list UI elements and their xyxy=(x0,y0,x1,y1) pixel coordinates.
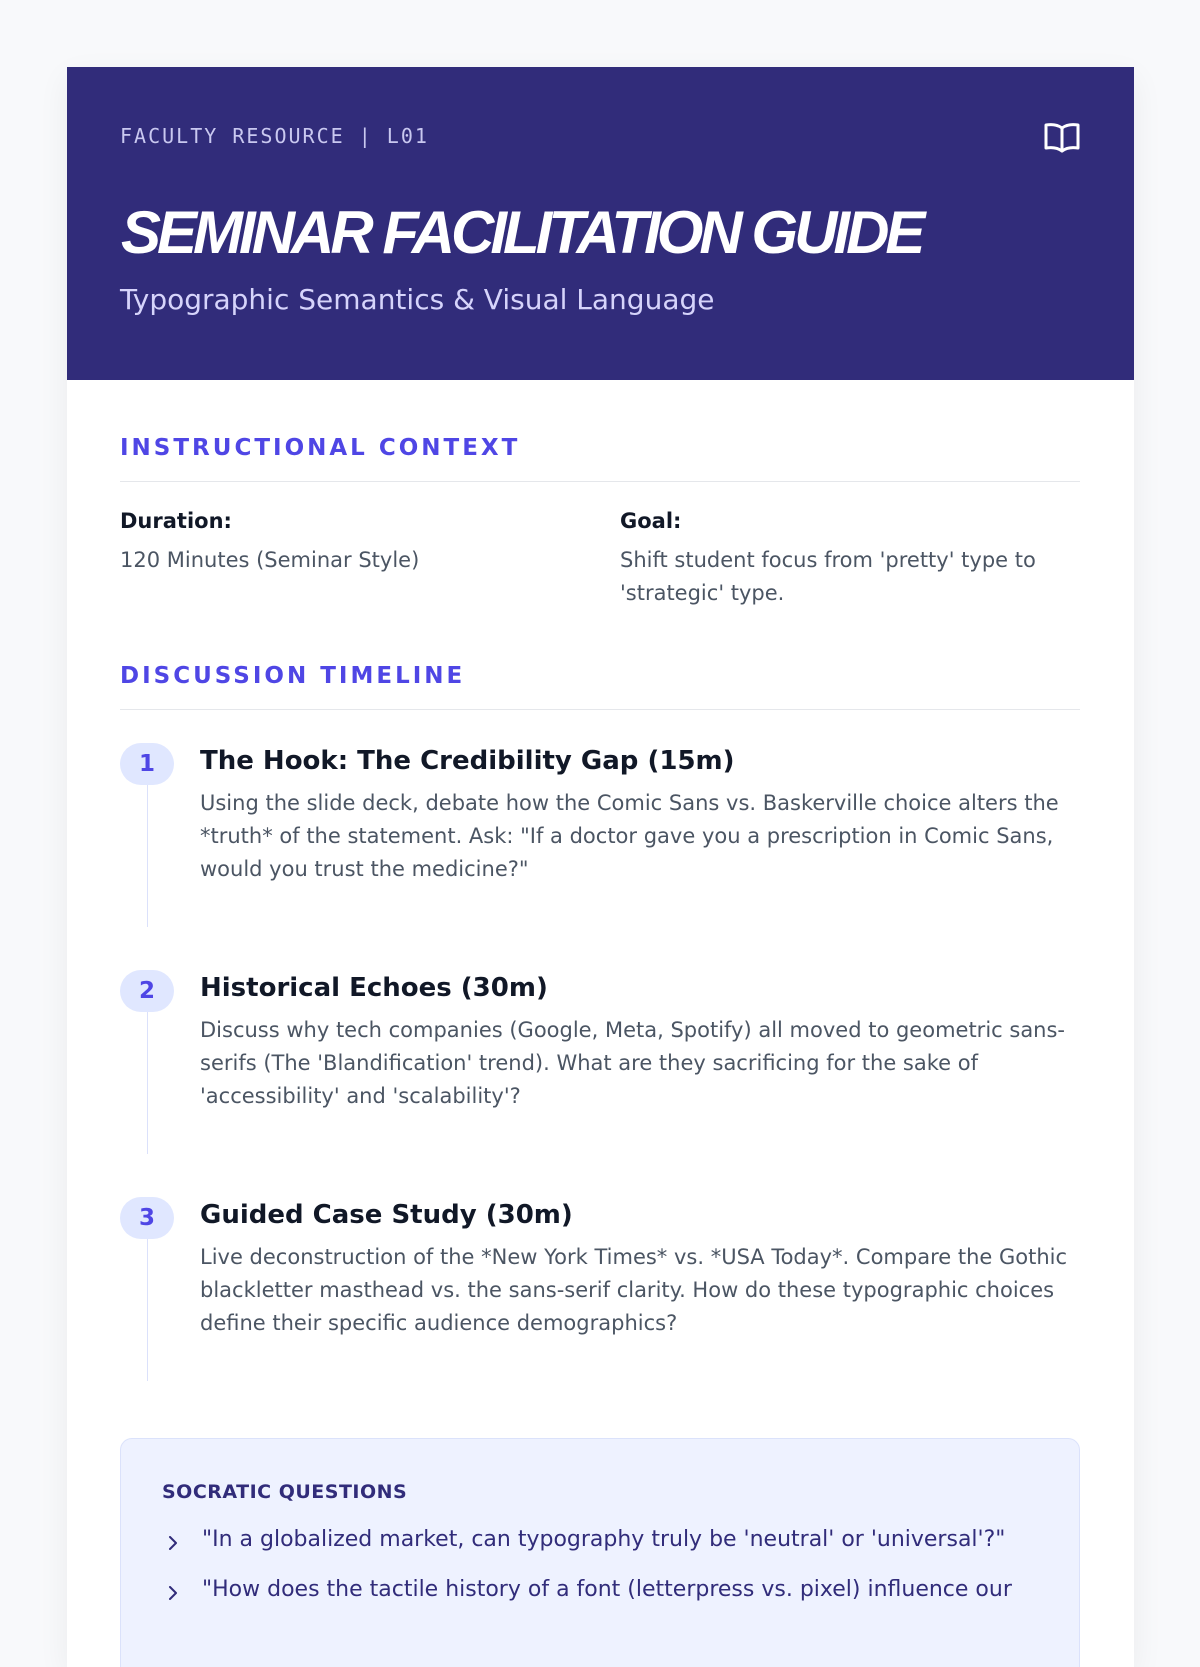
socratic-question-item xyxy=(162,1573,1052,1607)
chevron-right-icon xyxy=(168,1531,178,1545)
timeline-divider xyxy=(120,709,1080,710)
duration-block xyxy=(120,509,560,577)
timeline-step xyxy=(120,970,1080,1160)
step-description: Using the slide deck, debate how the Comic Sans vs. Baskerville choice alters the *truth* of the statement. Ask: "If a doctor gave you a prescription in Comic Sans, would you trust the medicine?" xyxy=(200,791,1059,881)
timeline-connector xyxy=(147,1239,148,1381)
socratic-question-text: "How does the tactile history of a font (letterpress vs. pixel) influence our xyxy=(202,1577,1012,1602)
duration-label: Duration: xyxy=(120,509,232,533)
context-divider xyxy=(120,481,1080,482)
page-subtitle: Typographic Semantics & Visual Language xyxy=(120,283,715,316)
goal-label: Goal: xyxy=(620,509,682,533)
chevron-right-icon-svg xyxy=(168,1536,178,1550)
page-title: SEMINAR FACILITATION GUIDE xyxy=(121,199,922,266)
instructional-context-section xyxy=(120,435,1080,695)
discussion-timeline-heading: DISCUSSION TIMELINE xyxy=(120,663,466,689)
guide-card xyxy=(67,67,1134,1667)
step-title: Guided Case Study (30m) xyxy=(200,1200,573,1230)
timeline-step xyxy=(120,743,1080,933)
step-number-badge: 3 xyxy=(120,1197,174,1239)
chevron-right-icon-svg xyxy=(168,1586,178,1600)
socratic-question-item xyxy=(162,1523,1052,1557)
discussion-timeline-section xyxy=(120,663,1080,1423)
timeline-step xyxy=(120,1197,1080,1387)
timeline-connector xyxy=(147,785,148,927)
goal-value: Shift student focus from 'pretty' type to 'strategic' type. xyxy=(620,548,1036,606)
step-title: Historical Echoes (30m) xyxy=(200,973,548,1003)
step-number-badge: 2 xyxy=(120,970,174,1012)
step-description: Live deconstruction of the *New York Times* vs. *USA Today*. Compare the Gothic blackletter masthead vs. the sans-serif clarity. How do these typographic choices define their specific audience demographics? xyxy=(200,1245,1068,1335)
chevron-right-icon xyxy=(168,1581,178,1595)
step-description: Discuss why tech companies (Google, Meta, Spotify) all moved to geometric sans-serifs (The 'Blandification' trend). What are they sacrificing for the sake of 'accessibility' and 'scalability'? xyxy=(200,1018,1066,1108)
open-book-icon xyxy=(1043,122,1081,154)
goal-block xyxy=(620,509,1080,610)
step-title: The Hook: The Credibility Gap (15m) xyxy=(200,746,735,776)
guide-header xyxy=(67,67,1134,380)
instructional-context-heading: INSTRUCTIONAL CONTEXT xyxy=(120,435,521,461)
timeline-connector xyxy=(147,1012,148,1154)
open-book-icon-svg xyxy=(1043,122,1081,154)
socratic-questions-heading: SOCRATIC QUESTIONS xyxy=(162,1481,408,1503)
faculty-resource-label: FACULTY RESOURCE | L01 xyxy=(120,124,429,148)
socratic-questions-panel xyxy=(120,1438,1080,1667)
step-number-badge: 1 xyxy=(120,743,174,785)
socratic-question-text: "In a globalized market, can typography truly be 'neutral' or 'universal'?" xyxy=(202,1527,1006,1552)
duration-value: 120 Minutes (Seminar Style) xyxy=(120,548,420,573)
